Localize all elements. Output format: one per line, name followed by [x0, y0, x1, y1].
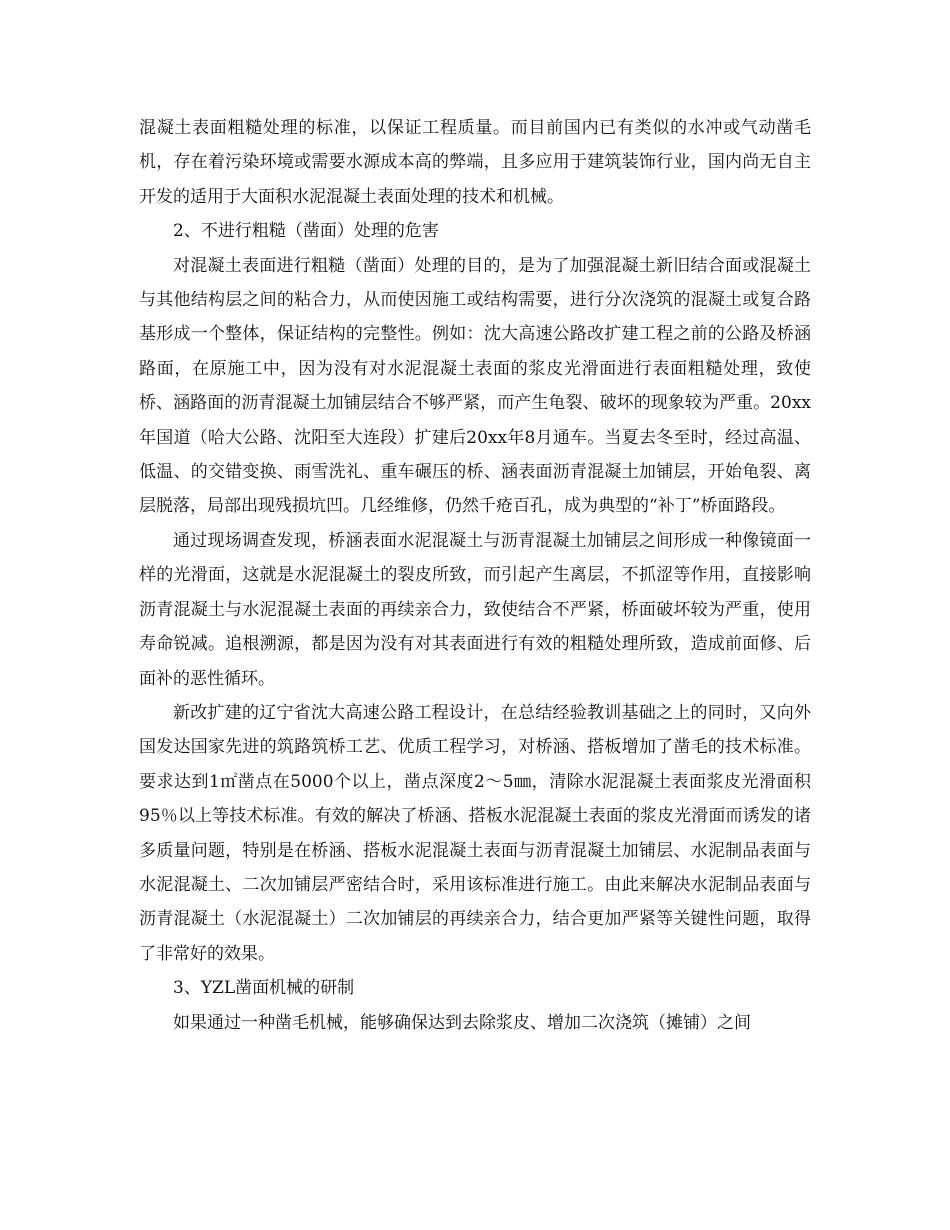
- paragraph-purpose: 对混凝土表面进行粗糙（凿面）处理的目的，是为了加强混凝土新旧结合面或混凝土与其他结构层之间的粘合力，从而使因施工或结构需要，进行分次浇筑的混凝土或复合路基形成一个整体，保证结构的完整性。例如：沈大高速公路改扩建工程之前的公路及桥涵路面，在原施工中，因为没有对水泥混凝土表面的浆皮光滑面进行表面粗糙处理，致使桥、涵路面的沥青混凝土加铺层结合不够严紧，而产生龟裂、破坏的现象较为严重。20xx年国道（哈大公路、沈阳至大连段）扩建后20xx年8月通车。当夏去冬至时，经过高温、低温、的交错变换、雨雪洗礼、重车碾压的桥、涵表面沥青混凝土加铺层，开始龟裂、离层脱落，局部出现残损坑凹。几经维修，仍然千疮百孔，成为典型的“补丁”桥面路段。: [139, 255, 811, 517]
- paragraph-new-standard: 新改扩建的辽宁省沈大高速公路工程设计，在总结经验教训基础之上的同时，又向外国发达国家先进的筑路筑桥工艺、优质工程学习，对桥涵、搭板增加了凿毛的技术标准。要求达到1㎡凿点在5000个以上，凿点深度2～5㎜，清除水泥混凝土表面浆皮光滑面积95％以上等技术标准。有效的解决了桥涵、搭板水泥混凝土表面的浆皮光滑面而诱发的诸多质量问题，特别是在桥涵、搭板水泥混凝土表面与沥青混凝土加铺层、水泥制品表面与水泥混凝土、二次加铺层严密结合时，采用该标准进行施工。由此来解决水泥制品表面与沥青混凝土（水泥混凝土）二次加铺层的再续亲合力，结合更加严紧等关键性问题，取得了非常好的效果。: [139, 702, 811, 964]
- section-heading-2: 2、不进行粗糙（凿面）处理的危害: [173, 221, 439, 242]
- paragraph-investigation: 通过现场调查发现，桥涵表面水泥混凝土与沥青混凝土加铺层之间形成一种像镜面一样的光滑面，这就是水泥混凝土的裂皮所致，而引起产生离层，不抓涩等作用，直接影响沥青混凝土与水泥混凝土表面的再续亲合力，致使结合不严紧，桥面破坏较为严重，使用寿命锐减。追根溯源，都是因为没有对其表面进行有效的粗糙处理所致，造成前面修、后面补的恶性循环。: [139, 530, 811, 689]
- paragraph-intro-continued: 混凝土表面粗糙处理的标准，以保证工程质量。而目前国内已有类似的水冲或气动凿毛机，存在着污染环境或需要水源成本高的弊端，且多应用于建筑装饰行业，国内尚无自主开发的适用于大面积水泥混凝土表面处理的技术和机械。: [139, 118, 811, 207]
- paragraph-machine-intro: 如果通过一种凿毛机械，能够确保达到去除浆皮、增加二次浇筑（摊铺）之间: [173, 1012, 751, 1033]
- document-body: [139, 111, 811, 1040]
- section-heading-3: 3、YZL凿面机械的研制: [173, 978, 355, 999]
